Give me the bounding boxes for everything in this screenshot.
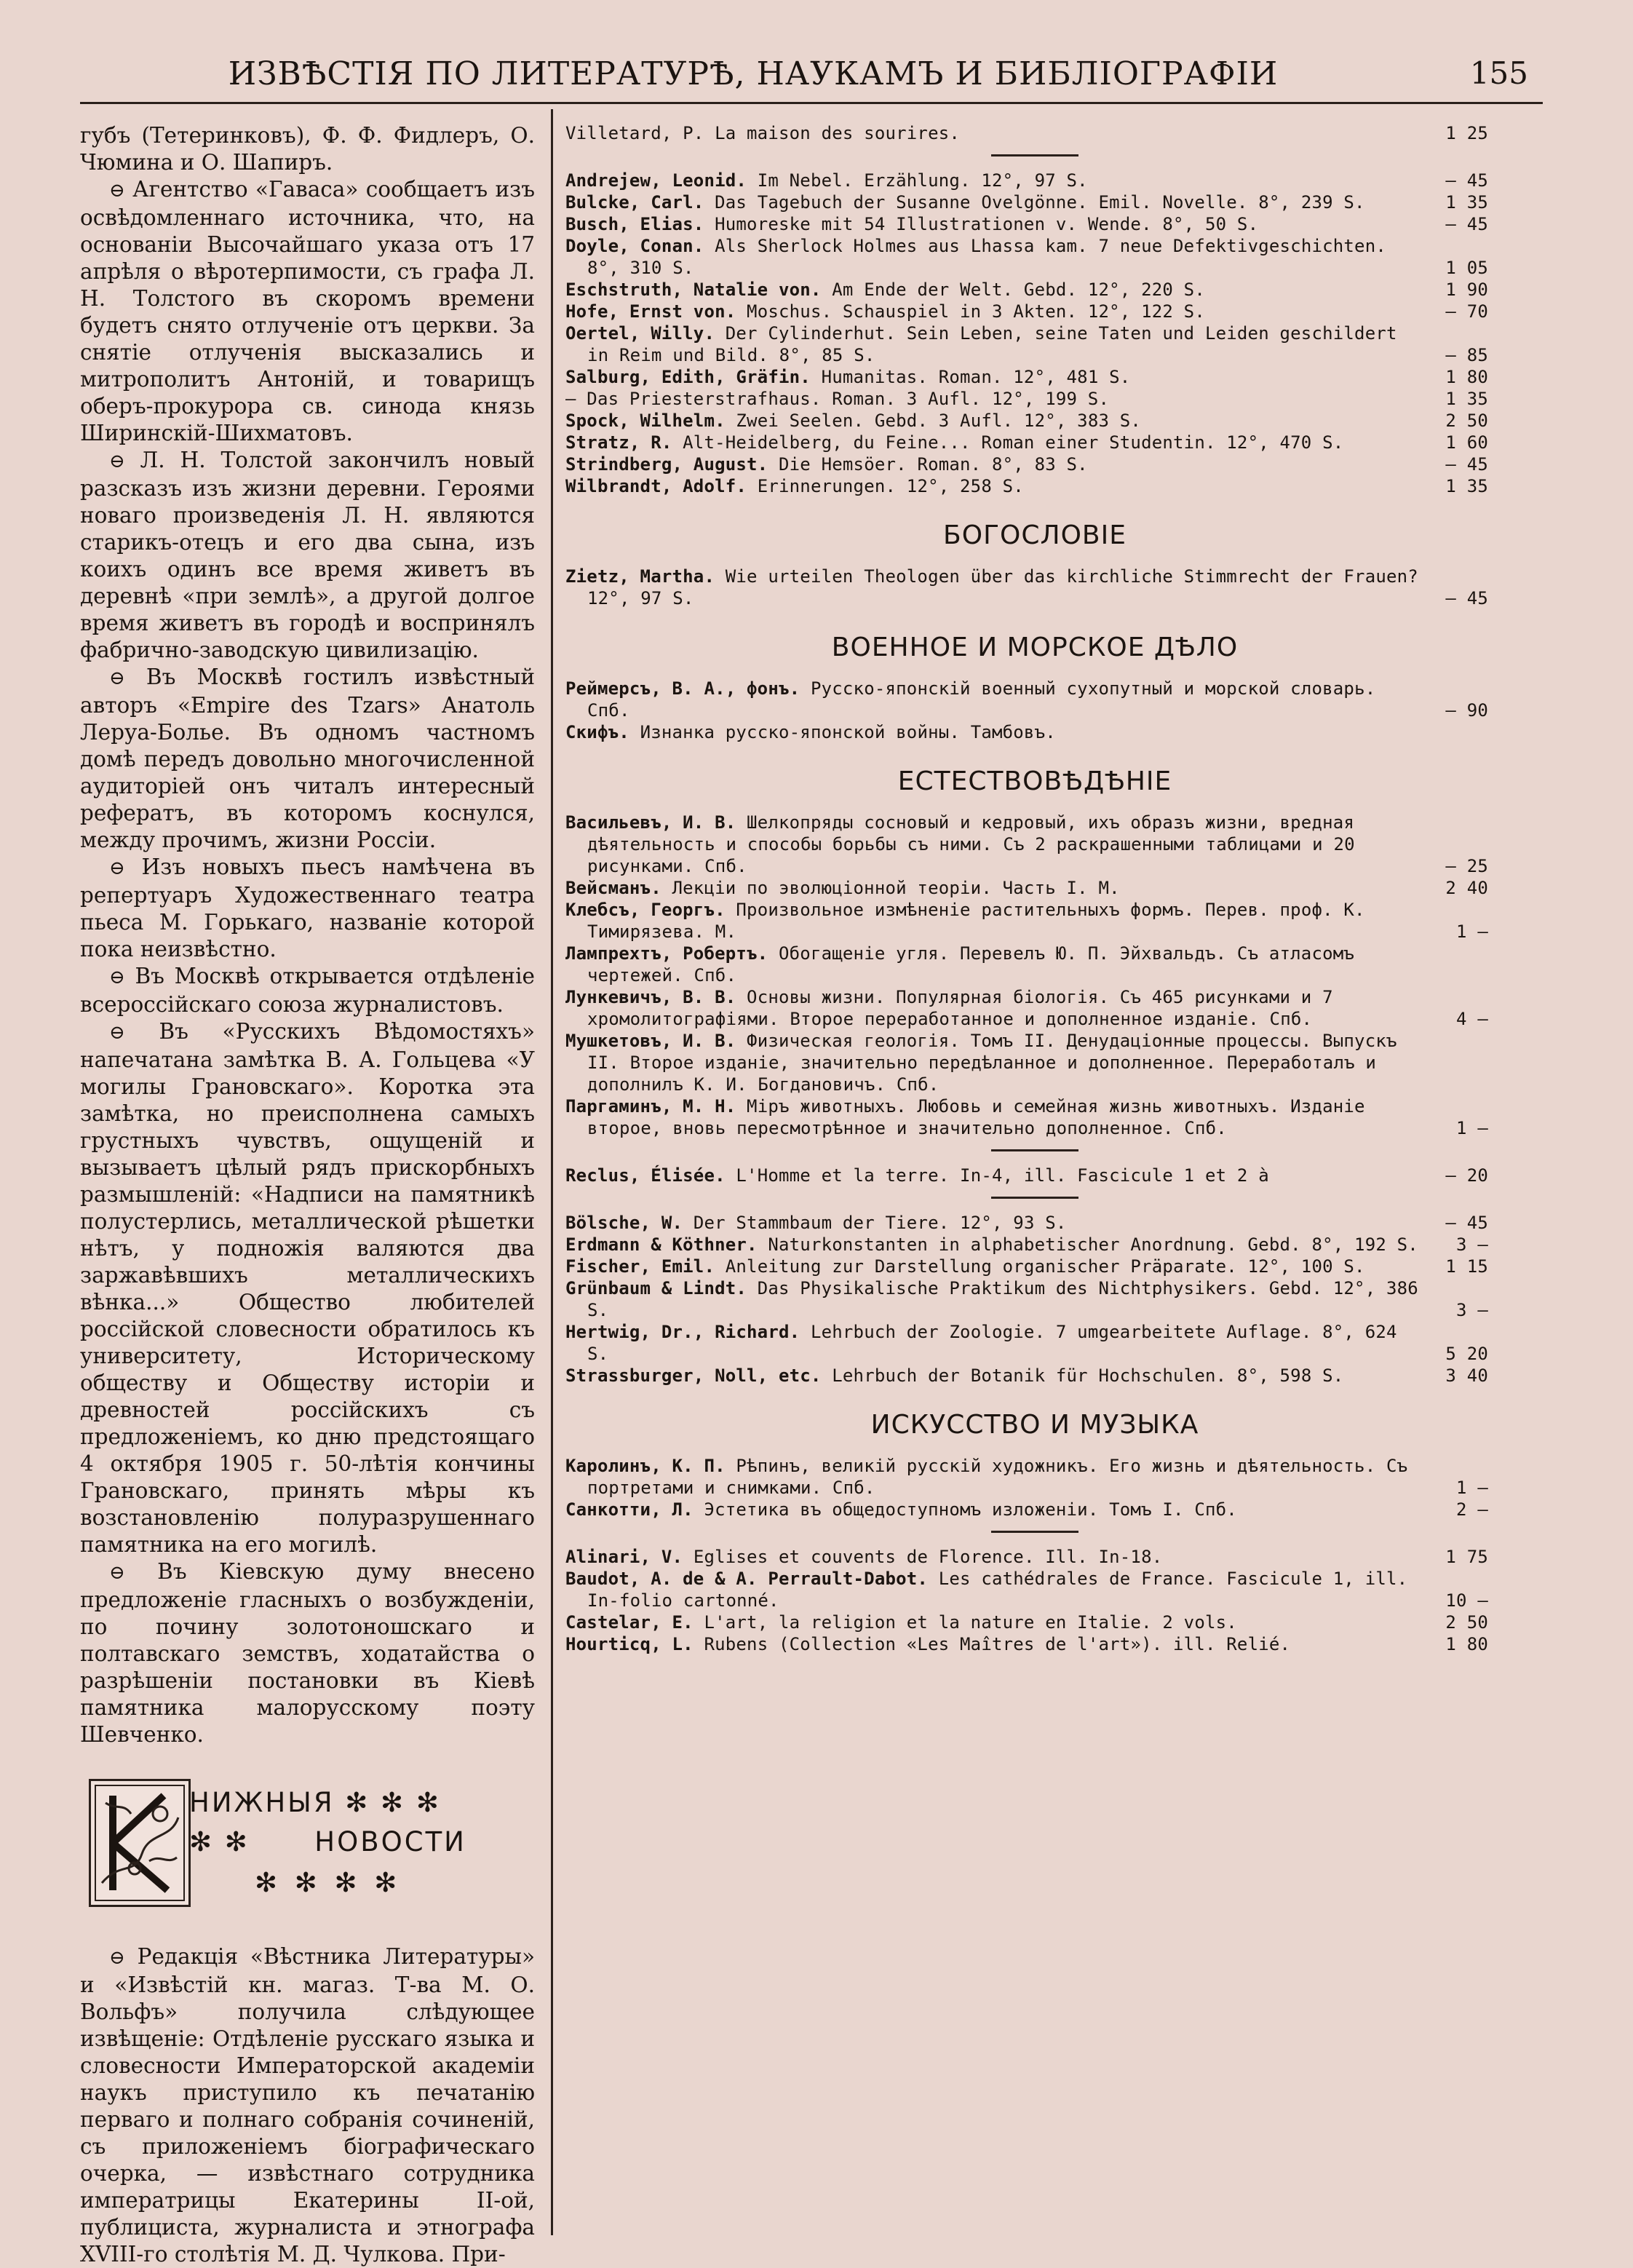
bibliography-entry	[565, 1633, 1504, 1655]
entry-author: Alinari, V.	[565, 1547, 683, 1567]
books-heading-line2	[189, 1828, 531, 1855]
ornament-initial-icon	[89, 1779, 191, 1907]
entry-title: Erinnerungen. 12°, 258 S.	[757, 476, 1024, 496]
entry-author: Stratz, R.	[565, 432, 672, 453]
paragraph-text: Въ Кіевскую думу внесено предложеніе гласныхъ о возбужденіи, по почину золотоношскаго и полтавскаго земствъ, ходатайства о разрѣшеніи постановки въ Кіевѣ памятника малорусскому поэту Шевченко.	[80, 1559, 535, 1747]
entry-author: Bölsche, W.	[565, 1213, 683, 1233]
entry-title: L'art, la religion et la nature en Italie. 2 vols.	[704, 1612, 1237, 1633]
entry-author: Zietz, Martha.	[565, 566, 715, 587]
entries-group-french-fiction	[565, 122, 1504, 144]
bibliography-entry	[565, 1568, 1504, 1611]
bibliography-entry	[565, 1256, 1504, 1277]
entry-author: Hofe, Ernst von.	[565, 301, 736, 322]
entry-price: — 70	[1445, 301, 1488, 322]
entry-price: 10 —	[1445, 1590, 1488, 1611]
bibliography-entry	[565, 1277, 1504, 1321]
entry-price: 1 90	[1445, 279, 1488, 300]
paragraph-mark-icon: ⊖	[109, 1947, 125, 1969]
bibliography-entry	[565, 170, 1504, 191]
bibliography-entry	[565, 899, 1504, 943]
news-paragraph	[80, 122, 535, 176]
entry-author: Busch, Elias.	[565, 214, 704, 234]
entry-title: Лекціи по эволюціонной теоріи. Часть I. М.	[672, 878, 1120, 898]
entry-author: Baudot, A. de & A. Perrault-Dabot.	[565, 1569, 929, 1589]
entry-author: Eschstruth, Natalie von.	[565, 279, 822, 300]
news-paragraph	[80, 963, 535, 1018]
entry-price: — 20	[1445, 1165, 1488, 1186]
entry-price: 3 40	[1445, 1365, 1488, 1386]
bibliography-entry	[565, 1321, 1504, 1365]
entry-price: 1 35	[1445, 192, 1488, 213]
entry-title: Im Nebel. Erzählung. 12°, 97 S.	[757, 170, 1088, 191]
bibliography-entry	[565, 1095, 1504, 1139]
entry-title: Изнанка русско-японской войны. Тамбовъ.	[640, 722, 1056, 742]
entry-price: 1 80	[1445, 1634, 1488, 1654]
paragraph-text: Въ Москвѣ открывается отдѣленіе всероссійскаго союза журналистовъ.	[80, 964, 535, 1017]
entry-title: Humanitas. Roman. 12°, 481 S.	[821, 367, 1131, 387]
paragraph-text: Изъ новыхъ пьесъ намѣчена въ репертуаръ Художественнаго театра пьеса М. Горькаго, названіе которой пока неизвѣстно.	[80, 855, 535, 961]
bibliography-entry	[565, 1546, 1504, 1568]
news-paragraph	[80, 447, 535, 664]
books-heading-word1: НИЖНЫЯ	[189, 1787, 335, 1818]
entry-price: 1 75	[1445, 1547, 1488, 1567]
bibliography-entry	[565, 1212, 1504, 1234]
entry-title: Шелкопряды сосновый и кедровый, ихъ образъ жизни, вредная дѣятельность и способы борьбы съ ними. Съ 2 раскрашенными таблицами и 20 рисунками. Спб.	[587, 812, 1355, 876]
entry-title: Міръ животныхъ. Любовь и семейная жизнь животныхъ. Изданіе второе, вновь пересмотрѣнное и значительно дополненное. Спб.	[587, 1096, 1365, 1138]
entry-author: Spock, Wilhelm.	[565, 411, 726, 431]
entry-title: L'Homme et la terre. In-4, ill. Fascicule 1 et 2 à	[736, 1165, 1269, 1186]
entry-author: Hertwig, Dr., Richard.	[565, 1322, 800, 1342]
entry-author: Лампрехтъ, Робертъ.	[565, 943, 768, 964]
entry-title: Эстетика въ общедоступномъ изложеніи. Томъ I. Спб.	[704, 1499, 1237, 1520]
bibliography-entry	[565, 432, 1504, 453]
entry-price: — 85	[1445, 345, 1488, 365]
entries-science-french	[565, 1165, 1504, 1186]
entry-title: Das Physikalische Praktikum des Nichtphysikers. Gebd. 12°, 386 S.	[587, 1278, 1418, 1320]
entry-price: — 90	[1445, 700, 1488, 721]
section-heading-art: ИСКУССТВО И МУЗЫКА	[870, 1410, 1199, 1440]
page-number: 155	[1469, 55, 1528, 91]
entry-price: 5 20	[1445, 1344, 1488, 1364]
separator-rule	[991, 1149, 1078, 1151]
news-paragraph	[80, 1558, 535, 1748]
bibliography-entry	[565, 877, 1504, 899]
entries-science-german	[565, 1212, 1504, 1387]
entry-price: 2 50	[1445, 411, 1488, 431]
news-paragraph	[80, 1018, 535, 1558]
separator-rule	[991, 154, 1078, 156]
entry-title: Naturkonstanten in alphabetischer Anordnung. Gebd. 8°, 192 S.	[768, 1234, 1418, 1255]
paragraph-mark-icon: ⊖	[109, 857, 125, 879]
bibliography-entry	[565, 1611, 1504, 1633]
bibliography-entry	[565, 1030, 1504, 1095]
entries-group-german-fiction	[565, 170, 1504, 497]
bibliography-column	[565, 122, 1504, 1655]
entry-title: Eglises et couvents de Florence. Ill. In-18.	[693, 1547, 1163, 1567]
entry-price: 2 40	[1445, 878, 1488, 898]
entry-title: Moschus. Schauspiel in 3 Akten. 12°, 122 S.	[747, 301, 1205, 322]
entry-price: — 45	[1445, 588, 1488, 608]
entries-art-french	[565, 1546, 1504, 1655]
entry-title: Les cathédrales de France. Fascicule 1, ill. In-folio cartonné.	[587, 1569, 1408, 1611]
entry-author: Bulcke, Carl.	[565, 192, 704, 213]
entry-author: Скифъ.	[565, 722, 629, 742]
entries-military	[565, 678, 1504, 743]
section-heading-military: ВОЕННОЕ И МОРСКОЕ ДѢЛО	[831, 633, 1239, 662]
stars-decoration-3: ✻ ✻ ✻ ✻	[255, 1867, 402, 1898]
entry-title: Lehrbuch der Botanik für Hochschulen. 8°, 598 S.	[832, 1365, 1344, 1386]
entry-price: 1 —	[1456, 1118, 1488, 1138]
entry-author: Санкотти, Л.	[565, 1499, 694, 1520]
entry-title: Villetard, P. La maison des sourires.	[565, 123, 961, 143]
entry-author: Мушкетовъ, И. В.	[565, 1031, 736, 1051]
entry-title: Anleitung zur Darstellung organischer Präparate. 12°, 100 S.	[725, 1256, 1365, 1277]
entry-title: Произвольное измѣненіе растительныхъ формъ. Перев. проф. К. Тимирязева. М.	[587, 900, 1365, 942]
entry-title: Der Cylinderhut. Sein Leben, seine Taten und Leiden geschildert in Reim und Bild. 8°, 85 S.	[587, 323, 1397, 365]
entry-price: — 45	[1445, 214, 1488, 234]
entry-title: Основы жизни. Популярная біологія. Съ 465 рисунками и 7 хромолитографіями. Второе переработанное и дополненное изданіе. Спб.	[587, 987, 1333, 1029]
book-news-heading	[80, 1779, 535, 1917]
bibliography-entry	[565, 986, 1504, 1030]
entry-price: 1 05	[1445, 258, 1488, 278]
paragraph-mark-icon: ⊖	[109, 451, 125, 472]
bibliography-entry	[565, 410, 1504, 432]
paragraph-text: губъ (Тетеринковъ), Ф. Ф. Фидлеръ, О. Чюмина и О. Шапиръ.	[80, 123, 535, 175]
final-news-paragraph	[80, 1943, 535, 2268]
books-heading-line1	[189, 1789, 441, 1816]
entries-art-russian	[565, 1455, 1504, 1520]
paragraph-text: Л. Н. Толстой закончилъ новый разсказъ изъ жизни деревни. Героями новаго произведенія Л. Н. являются старикъ-отецъ и его два сына, изъ коихъ одинъ все время живетъ въ деревнѣ «при землѣ», а другой долгое время живетъ въ городѣ и воспринялъ фабрично-заводскую цивилизацію.	[80, 448, 535, 662]
entry-title: Am Ende der Welt. Gebd. 12°, 220 S.	[832, 279, 1205, 300]
entry-price: 1 35	[1445, 389, 1488, 409]
separator-rule	[991, 1531, 1078, 1533]
stars-decoration-1: ✻ ✻ ✻	[345, 1787, 441, 1818]
entry-author: Castelar, E.	[565, 1612, 694, 1633]
entry-author: Erdmann & Köthner.	[565, 1234, 758, 1255]
news-column	[80, 122, 535, 2268]
entry-title: — Das Priesterstrafhaus. Roman. 3 Aufl. 12°, 199 S.	[565, 389, 1110, 409]
entry-price: 3 —	[1456, 1300, 1488, 1320]
entry-author: Salburg, Edith, Gräfin.	[565, 367, 811, 387]
entry-title: Обогащеніе угля. Перевелъ Ю. П. Эйхвальдъ. Съ атласомъ чертежей. Спб.	[587, 943, 1355, 986]
paragraph-mark-icon: ⊖	[109, 667, 125, 689]
paragraph-mark-icon: ⊖	[109, 180, 125, 202]
entry-author: Паргаминъ, М. Н.	[565, 1096, 736, 1117]
paragraph-text: Агентство «Гаваса» сообщаетъ изъ освѣдомленнаго источника, что, на основаніи Высочайшаго указа отъ 17 апрѣля о вѣротерпимости, съ графа Л. Н. Толстого въ скоромъ времени будетъ снято отлученіе отъ церкви. За снятіе отлученія высказались и митрополитъ Антоній, и товарищъ оберъ-прокурора св. синода князь Ширинскій-Шихматовъ.	[80, 177, 535, 445]
entry-price: 1 35	[1445, 476, 1488, 496]
entry-title: Als Sherlock Holmes aus Lhassa kam. 7 neue Defektivgeschichten. 8°, 310 S.	[587, 236, 1387, 278]
bibliography-entry	[565, 943, 1504, 986]
entry-author: Лункевичъ, В. В.	[565, 987, 736, 1007]
running-title: ИЗВѢСТІЯ ПО ЛИТЕРАТУРѢ, НАУКАМЪ И БИБЛІОГРАФІИ	[228, 55, 1279, 92]
page-header	[80, 51, 1543, 104]
entry-title: Lehrbuch der Zoologie. 7 umgearbeitete Auflage. 8°, 624 S.	[587, 1322, 1397, 1364]
news-paragraphs	[80, 122, 535, 1748]
bibliography-entry	[565, 388, 1504, 410]
books-heading-word2: НОВОСТИ	[314, 1826, 466, 1857]
entry-author: Wilbrandt, Adolf.	[565, 476, 747, 496]
entry-title: Humoreske mit 54 Illustrationen v. Wende. 8°, 50 S.	[715, 214, 1259, 234]
paragraph-text: Въ «Русскихъ Вѣдомостяхъ» напечатана замѣтка В. А. Гольцева «У могилы Грановскаго». Коротка эта замѣтка, но преисполнена самыхъ грустныхъ чувствъ, ощущеній и вызываетъ цѣлый рядъ прискорбныхъ размышленій: «Надписи на памятникѣ полустерлись, металлической рѣшетки нѣтъ, у подножія валяются два заржавѣвшихъ металлическихъ вѣнка...» Общество любителей россійской словесности обратилось къ университету, Историческому обществу и Обществу исторіи и древностей россійскихъ съ предложеніемъ, ко дню предстоящаго 4 октября 1905 г. 50-лѣтія кончины Грановскаго, принять мѣры къ возстановленію полуразрушеннаго памятника на его могилѣ.	[80, 1019, 535, 1557]
entry-title: Zwei Seelen. Gebd. 3 Aufl. 12°, 383 S.	[736, 411, 1142, 431]
paragraph-text: Редакція «Вѣстника Литературы» и «Извѣстій кн. магаз. Т-ва М. О. Вольфъ» получила слѣдующее извѣщеніе: Отдѣленіе русскаго языка и словесности Императорской академіи наукъ приступило къ печатанію перваго и полнаго собранія сочиненій, съ приложеніемъ біографическаго очерка, — извѣстнаго сотрудника императрицы Екатерины II-ой, публициста, журналиста и этнографа XVIII-го столѣтія М. Д. Чулкова. При-	[80, 1944, 535, 2267]
entry-price: 1 —	[1456, 1478, 1488, 1498]
bibliography-entry	[565, 475, 1504, 497]
bibliography-entry	[565, 721, 1504, 743]
entry-price: 1 80	[1445, 367, 1488, 387]
news-paragraph	[80, 664, 535, 854]
entry-price: 1 25	[1445, 123, 1488, 143]
entry-price: 1 15	[1445, 1256, 1488, 1277]
separator-rule	[991, 1197, 1078, 1199]
entry-price: — 45	[1445, 170, 1488, 191]
entry-price: 4 —	[1456, 1009, 1488, 1029]
entry-title: Русско-японскій военный сухопутный и морской словарь. Спб.	[587, 678, 1376, 721]
entry-price: 1 60	[1445, 432, 1488, 453]
bibliography-entry	[565, 1165, 1504, 1186]
bibliography-entry	[565, 322, 1504, 366]
entry-price: 2 —	[1456, 1499, 1488, 1520]
paragraph-mark-icon: ⊖	[109, 1022, 125, 1044]
entries-theology	[565, 566, 1504, 609]
entry-author: Reclus, Élisée.	[565, 1165, 726, 1186]
entry-price: — 25	[1445, 856, 1488, 876]
entry-title: Wie urteilen Theologen über das kirchliche Stimmrecht der Frauen? 12°, 97 S.	[587, 566, 1418, 608]
bibliography-entry	[565, 122, 1504, 144]
bibliography-entry	[565, 279, 1504, 301]
entry-author: Oertel, Willy.	[565, 323, 715, 344]
entry-title: Rubens (Collection «Les Maîtres de l'art»). ill. Relié.	[704, 1634, 1291, 1654]
paragraph-mark-icon: ⊖	[109, 967, 125, 988]
bibliography-entry	[565, 1499, 1504, 1520]
bibliography-entry	[565, 566, 1504, 609]
news-paragraph	[80, 854, 535, 963]
bibliography-entry	[565, 191, 1504, 213]
entry-title: Die Hemsöer. Roman. 8°, 83 S.	[779, 454, 1088, 475]
entry-author: Реймерсъ, В. А., фонъ.	[565, 678, 800, 699]
entry-price: 2 50	[1445, 1612, 1488, 1633]
entry-author: Клебсъ, Георгъ.	[565, 900, 726, 920]
stars-decoration-2: ✻ ✻	[189, 1826, 250, 1857]
bibliography-entry	[565, 213, 1504, 235]
entry-author: Andrejew, Leonid.	[565, 170, 747, 191]
section-heading-theology: БОГОСЛОВІЕ	[943, 520, 1127, 550]
entry-title: Das Tagebuch der Susanne Ovelgönne. Emil. Novelle. 8°, 239 S.	[715, 192, 1365, 213]
entry-author: Doyle, Conan.	[565, 236, 704, 256]
entry-author: Fischer, Emil.	[565, 1256, 715, 1277]
entries-science-russian	[565, 812, 1504, 1139]
entry-title: Рѣпинъ, великій русскій художникъ. Его жизнь и дѣятельность. Съ портретами и снимками. Спб.	[587, 1456, 1408, 1498]
bibliography-entry	[565, 453, 1504, 475]
bibliography-entry	[565, 1365, 1504, 1387]
entry-title: Физическая геологія. Томъ II. Денудаціонные процессы. Выпускъ II. Второе изданіе, значительно передѣланное и дополненное. Переработалъ и дополнилъ К. И. Богдановичъ. Спб.	[587, 1031, 1397, 1095]
entry-author: Strindberg, August.	[565, 454, 768, 475]
entry-author: Strassburger, Noll, etc.	[565, 1365, 822, 1386]
bibliography-entry	[565, 812, 1504, 877]
entry-price: 3 —	[1456, 1234, 1488, 1255]
bibliography-entry	[565, 678, 1504, 721]
bibliography-entry	[565, 1455, 1504, 1499]
entry-author: Васильевъ, И. В.	[565, 812, 736, 833]
bibliography-entry	[565, 235, 1504, 279]
bibliography-entry	[565, 1234, 1504, 1256]
entry-author: Каролинъ, К. П.	[565, 1456, 726, 1476]
entry-author: Вейсманъ.	[565, 878, 661, 898]
bibliography-entry	[565, 366, 1504, 388]
paragraph-mark-icon: ⊖	[109, 1562, 125, 1584]
news-paragraph	[80, 176, 535, 447]
paragraph-text: Въ Москвѣ гостилъ извѣстный авторъ «Empire des Tzars» Анатоль Леруа-Болье. Въ одномъ частномъ домѣ передъ довольно многочисленной аудиторіей онъ читалъ интересный рефератъ, въ которомъ коснулся, между прочимъ, жизни Россіи.	[80, 665, 535, 852]
entry-price: — 45	[1445, 1213, 1488, 1233]
entry-title: Alt-Heidelberg, du Feine... Roman einer Studentin. 12°, 470 S.	[683, 432, 1344, 453]
column-divider	[551, 109, 553, 2235]
section-heading-science: ЕСТЕСТВОВѢДѢНІЕ	[897, 766, 1172, 796]
bibliography-entry	[565, 301, 1504, 322]
entry-title: Der Stammbaum der Tiere. 12°, 93 S.	[693, 1213, 1067, 1233]
entry-price: 1 —	[1456, 921, 1488, 942]
entry-author: Hourticq, L.	[565, 1634, 694, 1654]
entry-author: Grünbaum & Lindt.	[565, 1278, 747, 1298]
entry-price: — 45	[1445, 454, 1488, 475]
